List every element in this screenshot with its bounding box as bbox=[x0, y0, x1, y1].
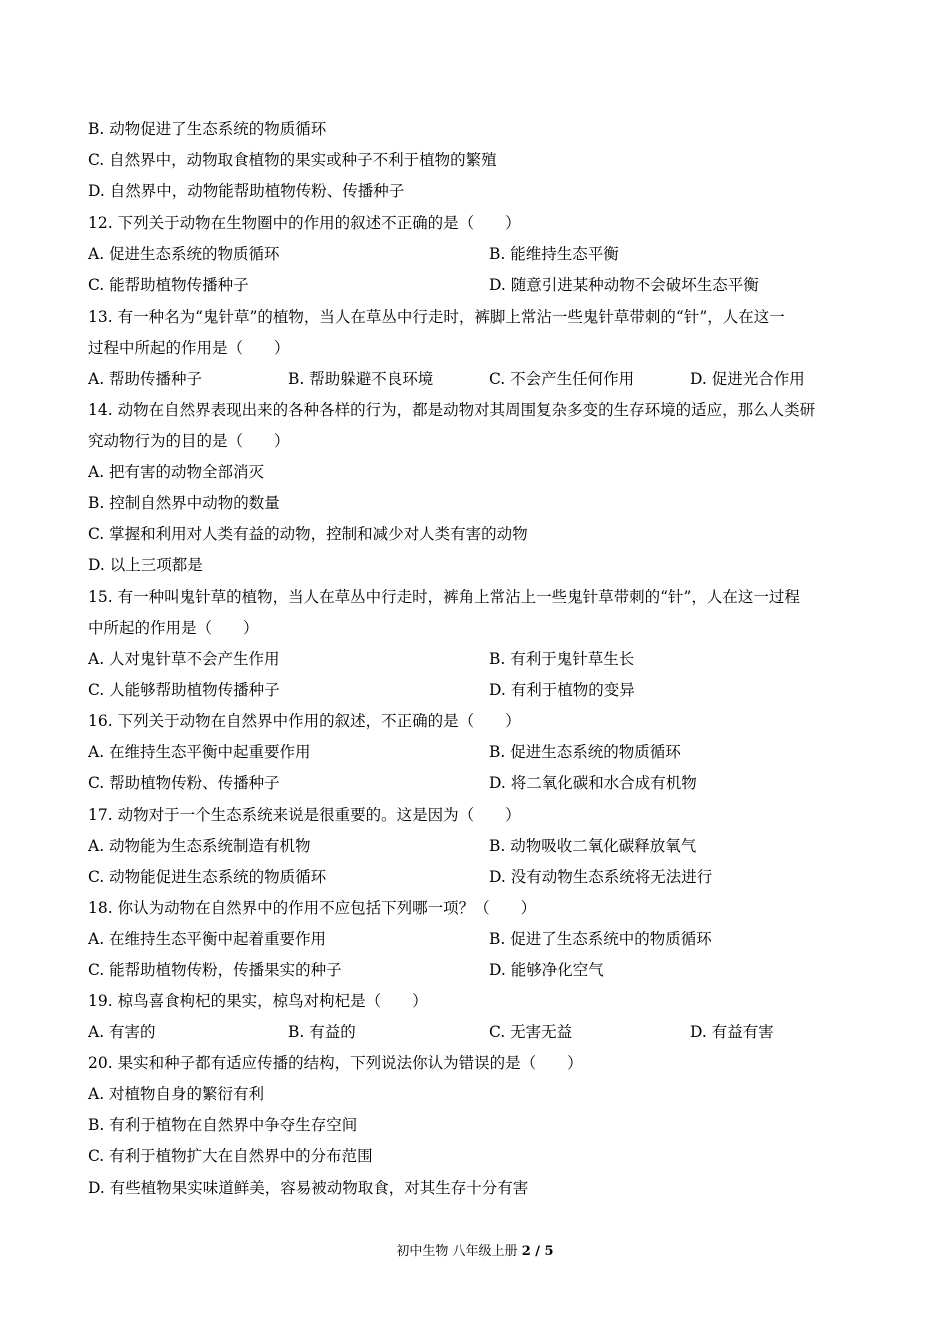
q17-option-c: C. 动物能促进生态系统的物质循环 bbox=[88, 868, 327, 886]
q13-option-c: C. 不会产生任何作用 bbox=[489, 370, 635, 388]
q12-option-b: B. 能维持生态平衡 bbox=[489, 245, 619, 263]
q15-stem-line2: 中所起的作用是（ ） bbox=[88, 619, 259, 637]
q18-option-a: A. 在维持生态平衡中起着重要作用 bbox=[88, 930, 327, 948]
q18-option-b: B. 促进了生态系统中的物质循环 bbox=[489, 930, 712, 948]
q18-option-c: C. 能帮助植物传粉，传播果实的种子 bbox=[88, 961, 342, 979]
q13-option-b: B. 帮助躲避不良环境 bbox=[288, 370, 434, 388]
q12-option-c: C. 能帮助植物传播种子 bbox=[88, 276, 249, 294]
q15-stem-line1: 15. 有一种叫鬼针草的植物，当人在草丛中行走时，裤角上常沾上一些鬼针草带刺的“针”，人在这一过程 bbox=[88, 588, 800, 606]
q15-option-d: D. 有利于植物的变异 bbox=[489, 681, 635, 699]
q14-option-a: A. 把有害的动物全部消灭 bbox=[88, 463, 265, 481]
page-number: 2 / 5 bbox=[521, 1244, 554, 1259]
q14-option-c: C. 掌握和利用对人类有益的动物，控制和减少对人类有害的动物 bbox=[88, 525, 528, 543]
q20-option-a: A. 对植物自身的繁衍有利 bbox=[88, 1085, 265, 1103]
q19-option-c: C. 无害无益 bbox=[489, 1023, 573, 1041]
q16-option-b: B. 促进生态系统的物质循环 bbox=[489, 743, 681, 761]
q12-option-a: A. 促进生态系统的物质循环 bbox=[88, 245, 280, 263]
q17-option-d: D. 没有动物生态系统将无法进行 bbox=[489, 868, 713, 886]
q20-option-d: D. 有些植物果实味道鲜美，容易被动物取食，对其生存十分有害 bbox=[88, 1179, 529, 1197]
q17-option-b: B. 动物吸收二氧化碳释放氧气 bbox=[489, 837, 697, 855]
q18-option-d: D. 能够净化空气 bbox=[489, 961, 604, 979]
q15-option-b: B. 有利于鬼针草生长 bbox=[489, 650, 635, 668]
q13-option-d: D. 促进光合作用 bbox=[690, 370, 805, 388]
q11-option-b: B. 动物促进了生态系统的物质循环 bbox=[88, 120, 327, 138]
q14-stem-line1: 14. 动物在自然界表现出来的各种各样的行为，都是动物对其周围复杂多变的生存环境的适应，那么人类研 bbox=[88, 401, 816, 419]
q16-option-a: A. 在维持生态平衡中起重要作用 bbox=[88, 743, 311, 761]
q20-option-c: C. 有利于植物扩大在自然界中的分布范围 bbox=[88, 1147, 373, 1165]
q14-option-d: D. 以上三项都是 bbox=[88, 556, 203, 574]
q14-stem-line2: 究动物行为的目的是（ ） bbox=[88, 432, 290, 450]
q17-option-a: A. 动物能为生态系统制造有机物 bbox=[88, 837, 311, 855]
q16-stem: 16. 下列关于动物在自然界中作用的叙述，不正确的是（ ） bbox=[88, 712, 521, 730]
q13-stem-line2: 过程中所起的作用是（ ） bbox=[88, 339, 290, 357]
q14-option-b: B. 控制自然界中动物的数量 bbox=[88, 494, 280, 512]
footer-label: 初中生物 八年级上册 bbox=[396, 1244, 522, 1259]
q11-option-c: C. 自然界中，动物取食植物的果实或种子不利于植物的繁殖 bbox=[88, 151, 497, 169]
q19-option-a: A. 有害的 bbox=[88, 1023, 156, 1041]
page-footer bbox=[0, 1242, 950, 1262]
q13-stem-line1: 13. 有一种名为“鬼针草”的植物，当人在草丛中行走时，裤脚上常沾一些鬼针草带刺的“针”，人在这一 bbox=[88, 308, 785, 326]
q19-stem: 19. 椋鸟喜食枸杞的果实，椋鸟对枸杞是（ ） bbox=[88, 992, 428, 1010]
q16-option-c: C. 帮助植物传粉、传播种子 bbox=[88, 774, 280, 792]
q12-stem: 12. 下列关于动物在生物圈中的作用的叙述不正确的是（ ） bbox=[88, 214, 521, 232]
q15-option-c: C. 人能够帮助植物传播种子 bbox=[88, 681, 280, 699]
q18-stem: 18. 你认为动物在自然界中的作用不应包括下列哪一项？（ ） bbox=[88, 899, 537, 917]
q19-option-b: B. 有益的 bbox=[288, 1023, 356, 1041]
q16-option-d: D. 将二氧化碳和水合成有机物 bbox=[489, 774, 697, 792]
q11-option-d: D. 自然界中，动物能帮助植物传粉、传播种子 bbox=[88, 182, 405, 200]
q13-option-a: A. 帮助传播种子 bbox=[88, 370, 203, 388]
q20-stem: 20. 果实和种子都有适应传播的结构，下列说法你认为错误的是（ ） bbox=[88, 1054, 583, 1072]
q19-option-d: D. 有益有害 bbox=[690, 1023, 774, 1041]
q12-option-d: D. 随意引进某种动物不会破坏生态平衡 bbox=[489, 276, 759, 294]
q20-option-b: B. 有利于植物在自然界中争夺生存空间 bbox=[88, 1116, 358, 1134]
q17-stem: 17. 动物对于一个生态系统来说是很重要的。这是因为（ ） bbox=[88, 806, 521, 824]
q15-option-a: A. 人对鬼针草不会产生作用 bbox=[88, 650, 280, 668]
